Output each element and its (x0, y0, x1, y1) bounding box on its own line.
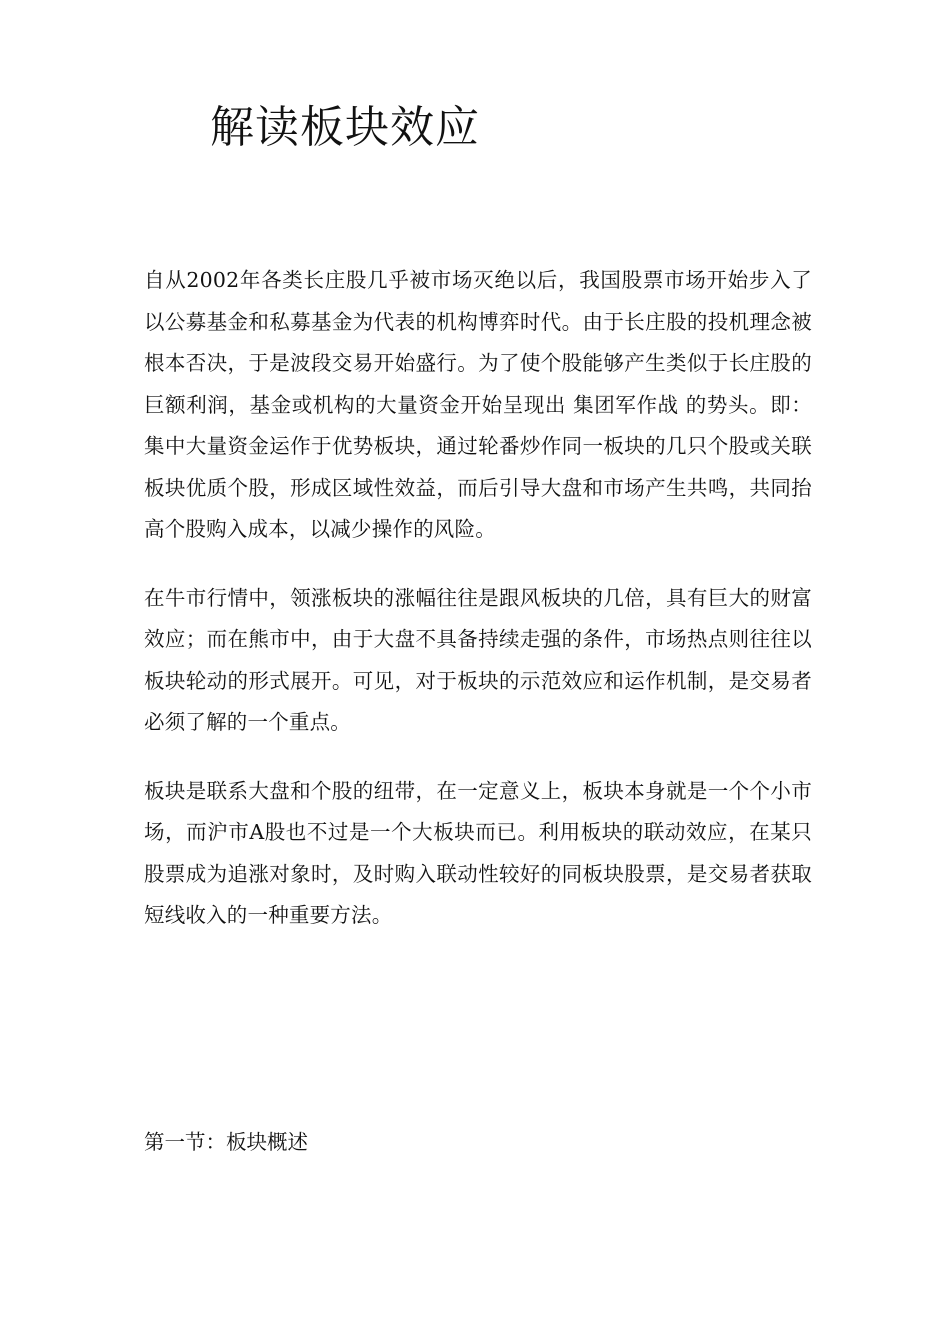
paragraph-sector-linkage: 板块是联系大盘和个股的纽带，在一定意义上，板块本身就是一个个小市场，而沪市A股也不过是一个大板块而已。利用板块的联动效应，在某只股票成为追涨对象时，及时购入联动性较好的同板块股票，是交易者获取短线收入的一种重要方法。 (144, 778, 812, 927)
paragraph-intro: 自从2002年各类长庄股几乎被市场灭绝以后，我国股票市场开始步入了以公募基金和私募基金为代表的机构博弈时代。由于长庄股的投机理念被根本否决，于是波段交易开始盛行。为了使个股能够产生类似于长庄股的巨额利润，基金或机构的大量资金开始呈现出 集团军作战 的势头。即：集中大量资金运作于优势板块，通过轮番炒作同一板块的几只个股或关联板块优质个股，形成区域性效益，而后引导大盘和市场产生共鸣，共同抬高个股购入成本，以减少操作的风险。 (144, 268, 812, 541)
document-title: 解读板块效应 (210, 102, 480, 153)
section-heading: 第一节：板块概述 (144, 1130, 308, 1154)
paragraph-bull-bear-market: 在牛市行情中，领涨板块的涨幅往往是跟风板块的几倍，具有巨大的财富效应；而在熊市中，由于大盘不具备持续走强的条件，市场热点则往往以板块轮动的形式展开。可见，对于板块的示范效应和运作机制，是交易者必须了解的一个重点。 (144, 585, 812, 734)
document-body (144, 260, 812, 964)
